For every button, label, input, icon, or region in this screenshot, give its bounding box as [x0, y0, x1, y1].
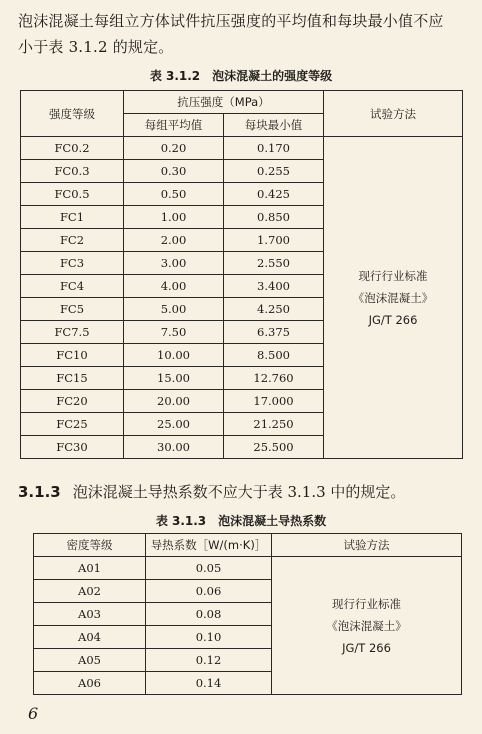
intro-line-1: 泡沫混凝土每组立方体试件抗压强度的平均值和每块最小值不应 [18, 12, 444, 30]
conductivity-cell: 0.10 [146, 626, 272, 649]
min-cell: 1.700 [224, 229, 324, 252]
table-row [34, 557, 462, 580]
avg-cell: 15.00 [124, 367, 224, 390]
grade-cell: FC20 [21, 390, 124, 413]
method-line-3: JG/T 266 [368, 312, 418, 327]
avg-cell: 4.00 [124, 275, 224, 298]
grade-cell: FC0.3 [21, 160, 124, 183]
density-cell: A02 [34, 580, 146, 603]
header-method: 试验方法 [272, 534, 462, 557]
conductivity-cell: 0.06 [146, 580, 272, 603]
grade-cell: FC2 [21, 229, 124, 252]
conductivity-cell: 0.12 [146, 649, 272, 672]
grade-cell: FC7.5 [21, 321, 124, 344]
avg-cell: 2.00 [124, 229, 224, 252]
min-cell: 21.250 [224, 413, 324, 436]
conductivity-cell: 0.05 [146, 557, 272, 580]
avg-cell: 10.00 [124, 344, 224, 367]
density-cell: A01 [34, 557, 146, 580]
header-min: 每块最小值 [224, 114, 324, 137]
grade-cell: FC5 [21, 298, 124, 321]
strength-table [20, 90, 463, 459]
avg-cell: 0.20 [124, 137, 224, 160]
min-cell: 12.760 [224, 367, 324, 390]
min-cell: 4.250 [224, 298, 324, 321]
method-line-1: 现行行业标准 [358, 268, 428, 283]
avg-cell: 3.00 [124, 252, 224, 275]
density-cell: A05 [34, 649, 146, 672]
density-cell: A03 [34, 603, 146, 626]
method-line-3: JG/T 266 [342, 640, 391, 655]
min-cell: 0.425 [224, 183, 324, 206]
section-3-1-3 [18, 481, 405, 502]
table-row [21, 137, 463, 160]
grade-cell: FC25 [21, 413, 124, 436]
conductivity-table [33, 533, 462, 695]
min-cell: 2.550 [224, 252, 324, 275]
method-line-1: 现行行业标准 [332, 596, 401, 611]
avg-cell: 7.50 [124, 321, 224, 344]
avg-cell: 30.00 [124, 436, 224, 459]
avg-cell: 5.00 [124, 298, 224, 321]
method-cell [324, 137, 463, 459]
min-cell: 3.400 [224, 275, 324, 298]
page-number: 6 [28, 704, 39, 723]
grade-cell: FC30 [21, 436, 124, 459]
grade-cell: FC0.2 [21, 137, 124, 160]
method-line-2: 《泡沫混凝土》 [326, 618, 407, 633]
method-line-2: 《泡沫混凝土》 [352, 290, 434, 305]
header-grade: 强度等级 [21, 91, 124, 137]
grade-cell: FC0.5 [21, 183, 124, 206]
conductivity-cell: 0.14 [146, 672, 272, 695]
min-cell: 0.170 [224, 137, 324, 160]
density-cell: A06 [34, 672, 146, 695]
avg-cell: 1.00 [124, 206, 224, 229]
conductivity-cell: 0.08 [146, 603, 272, 626]
grade-cell: FC4 [21, 275, 124, 298]
avg-cell: 25.00 [124, 413, 224, 436]
grade-cell: FC10 [21, 344, 124, 367]
intro-paragraph [18, 8, 470, 60]
density-cell: A04 [34, 626, 146, 649]
min-cell: 17.000 [224, 390, 324, 413]
section-number: 3.1.3 [18, 483, 61, 501]
min-cell: 8.500 [224, 344, 324, 367]
method-cell [272, 557, 462, 695]
avg-cell: 0.30 [124, 160, 224, 183]
header-conductivity: 导热系数［W/(m·K)］ [146, 534, 272, 557]
header-strength: 抗压强度（MPa） [124, 91, 324, 114]
header-density: 密度等级 [34, 534, 146, 557]
section-text: 泡沫混凝土导热系数不应大于表 3.1.3 中的规定。 [72, 483, 406, 501]
table2-caption: 表 3.1.3 泡沫混凝土导热系数 [155, 514, 327, 528]
min-cell: 0.850 [224, 206, 324, 229]
intro-line-2: 小于表 3.1.2 的规定。 [18, 38, 174, 56]
avg-cell: 0.50 [124, 183, 224, 206]
header-method: 试验方法 [324, 91, 463, 137]
avg-cell: 20.00 [124, 390, 224, 413]
grade-cell: FC15 [21, 367, 124, 390]
min-cell: 6.375 [224, 321, 324, 344]
table1-caption: 表 3.1.2 泡沫混凝土的强度等级 [149, 69, 333, 83]
header-avg: 每组平均值 [124, 114, 224, 137]
grade-cell: FC3 [21, 252, 124, 275]
min-cell: 25.500 [224, 436, 324, 459]
min-cell: 0.255 [224, 160, 324, 183]
grade-cell: FC1 [21, 206, 124, 229]
